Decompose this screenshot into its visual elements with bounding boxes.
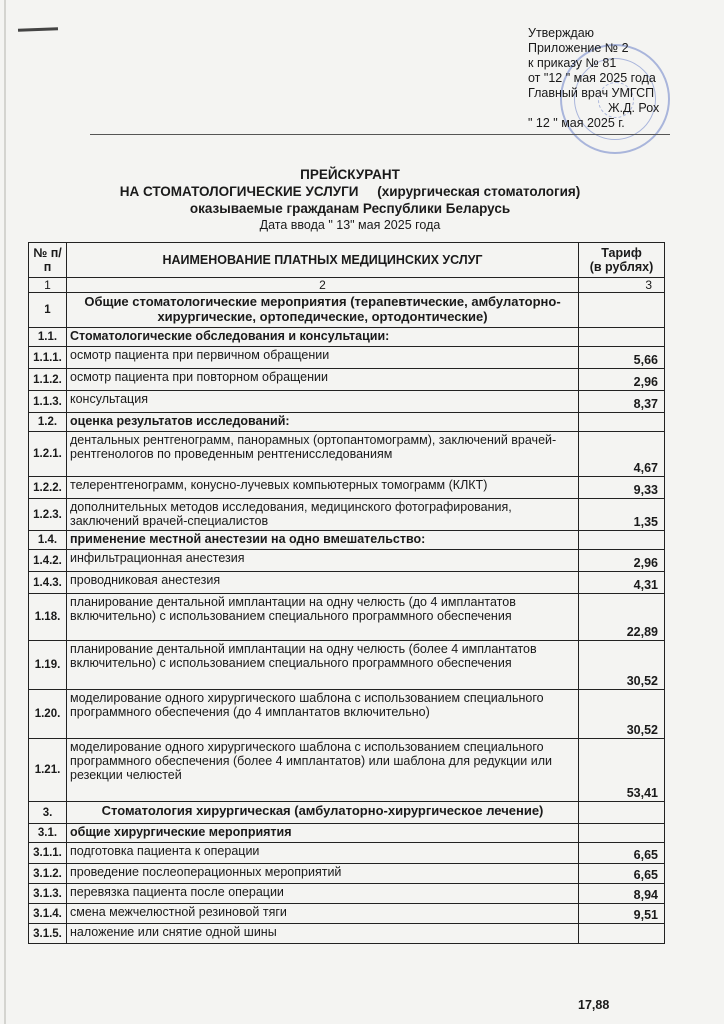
price-value: 4,31 [579, 572, 665, 594]
price-value [579, 924, 665, 944]
price-value: 4,67 [579, 432, 665, 477]
table-row [29, 843, 665, 864]
service-name: подготовка пациента к операции [67, 843, 579, 864]
column-index: 3 [579, 278, 665, 293]
row-number: 3.1.4. [29, 904, 67, 924]
price-value [579, 802, 665, 824]
row-number: 1.2.3. [29, 499, 67, 531]
table-row [29, 432, 665, 477]
price-value: 1,35 [579, 499, 665, 531]
approval-block [528, 26, 718, 131]
approval-line: к приказу № 81 [528, 56, 617, 70]
table-row [29, 531, 665, 550]
service-name: перевязка пациента после операции [67, 884, 579, 904]
corner-pen-mark [18, 27, 58, 31]
price-value: 30,52 [579, 690, 665, 739]
title-line-2: НА СТОМАТОЛОГИЧЕСКИЕ УСЛУГИ (хирургическая стоматология) [119, 184, 581, 199]
table-row [29, 328, 665, 347]
price-value [579, 328, 665, 347]
table-row [29, 690, 665, 739]
service-name: телерентгенограмм, конусно-лучевых компьютерных томограмм (КЛКТ) [67, 477, 579, 499]
title-line-1: ПРЕЙСКУРАНТ [300, 167, 400, 182]
price-value: 8,94 [579, 884, 665, 904]
price-value: 6,65 [579, 843, 665, 864]
price-value: 53,41 [579, 739, 665, 802]
price-value: 22,89 [579, 594, 665, 641]
price-value: 5,66 [579, 347, 665, 369]
row-number: 1.20. [29, 690, 67, 739]
price-value [579, 413, 665, 432]
table-row [29, 391, 665, 413]
price-value: 9,33 [579, 477, 665, 499]
service-name: наложение или снятие одной шины [67, 924, 579, 944]
approval-line: от "12 " мая 2025 года [528, 71, 656, 85]
approval-date: " 12 " мая 2025 г. [528, 116, 625, 130]
title-line-3: оказываемые гражданам Республики Беларусь [189, 201, 511, 216]
service-name: Стоматологические обследования и консультации: [67, 328, 579, 347]
price-value: 9,51 [579, 904, 665, 924]
service-name: дополнительных методов исследования, медицинского фотографирования, заключений врачей-специалистов [67, 499, 579, 531]
price-value: 8,37 [579, 391, 665, 413]
approval-line: Утверждаю [528, 26, 595, 40]
table-row [29, 884, 665, 904]
row-number: 3.1.5. [29, 924, 67, 944]
price-value: 2,96 [579, 550, 665, 572]
column-index-row [29, 278, 665, 293]
row-number: 3.1.3. [29, 884, 67, 904]
service-name: инфильтрационная анестезия [67, 550, 579, 572]
title-date: Дата ввода " 13" мая 2025 года [259, 218, 441, 232]
service-name: моделирование одного хирургического шаблона с использованием специального программного обеспечения (до 4 имплантатов включительно) [67, 690, 579, 739]
table-row [29, 347, 665, 369]
page-edge [4, 0, 6, 1024]
price-value: 6,65 [579, 864, 665, 884]
table-row [29, 641, 665, 690]
header-num: № п/п [29, 243, 67, 278]
table-row [29, 293, 665, 328]
row-number: 1.1.1. [29, 347, 67, 369]
tail-price: 17,88 [578, 998, 610, 1012]
service-name: Стоматология хирургическая (амбулаторно-хирургическое лечение) [67, 802, 579, 824]
table-row [29, 413, 665, 432]
price-table [28, 242, 665, 944]
table-row [29, 824, 665, 843]
service-name: планирование дентальной имплантации на одну челюсть (до 4 имплантатов включительно) с использованием специального программного обеспечения [67, 594, 579, 641]
row-number: 1.2.1. [29, 432, 67, 477]
row-number: 1.1.2. [29, 369, 67, 391]
service-name: общие хирургические мероприятия [67, 824, 579, 843]
table-row [29, 477, 665, 499]
row-number: 3. [29, 802, 67, 824]
row-number: 1.4.3. [29, 572, 67, 594]
row-number: 1.4.2. [29, 550, 67, 572]
row-number: 1 [29, 293, 67, 328]
service-name: проводниковая анестезия [67, 572, 579, 594]
row-number: 1.21. [29, 739, 67, 802]
service-name: смена межчелюстной резиновой тяги [67, 904, 579, 924]
service-name: дентальных рентгенограмм, панорамных (ортопантомограмм), заключений врачей-рентгенологов по проведенным рентгенисследованиям [67, 432, 579, 477]
service-name: моделирование одного хирургического шаблона с использованием специального программного обеспечения (более 4 имплантатов) или шаблона для редукции или резекции челюстей [67, 739, 579, 802]
column-index: 1 [29, 278, 67, 293]
price-value: 30,52 [579, 641, 665, 690]
table-row [29, 550, 665, 572]
approval-line: Главный врач УМГСП [528, 86, 655, 100]
approval-signatory: Ж.Д. Рох [608, 101, 660, 115]
table-row [29, 864, 665, 884]
table-row [29, 572, 665, 594]
column-index: 2 [67, 278, 579, 293]
service-name: Общие стоматологические мероприятия (терапевтические, амбулаторно-хирургические, ортопедические, ортодонтические) [67, 293, 579, 328]
table-row [29, 904, 665, 924]
service-name: планирование дентальной имплантации на одну челюсть (более 4 имплантатов включительно) с использованием специального программного обеспечения [67, 641, 579, 690]
header-service-name: НАИМЕНОВАНИЕ ПЛАТНЫХ МЕДИЦИНСКИХ УСЛУГ [67, 243, 579, 278]
row-number: 1.2.2. [29, 477, 67, 499]
row-number: 1.2. [29, 413, 67, 432]
table-header-row [29, 243, 665, 278]
price-value: 2,96 [579, 369, 665, 391]
approval-line: Приложение № 2 [528, 41, 629, 55]
price-value [579, 293, 665, 328]
row-number: 1.19. [29, 641, 67, 690]
price-value [579, 531, 665, 550]
price-value [579, 824, 665, 843]
row-number: 1.1.3. [29, 391, 67, 413]
header-tariff: Тариф (в рублях) [579, 243, 665, 278]
row-number: 1.4. [29, 531, 67, 550]
row-number: 3.1.2. [29, 864, 67, 884]
table-row [29, 594, 665, 641]
row-number: 3.1. [29, 824, 67, 843]
table-row [29, 739, 665, 802]
table-row [29, 802, 665, 824]
header-divider [90, 134, 670, 135]
row-number: 1.18. [29, 594, 67, 641]
document-title [90, 166, 610, 234]
service-name: применение местной анестезии на одно вмешательство: [67, 531, 579, 550]
table-row [29, 499, 665, 531]
service-name: осмотр пациента при повторном обращении [67, 369, 579, 391]
row-number: 1.1. [29, 328, 67, 347]
service-name: проведение послеоперационных мероприятий [67, 864, 579, 884]
row-number: 3.1.1. [29, 843, 67, 864]
table-row [29, 924, 665, 944]
service-name: оценка результатов исследований: [67, 413, 579, 432]
service-name: консультация [67, 391, 579, 413]
table-row [29, 369, 665, 391]
service-name: осмотр пациента при первичном обращении [67, 347, 579, 369]
